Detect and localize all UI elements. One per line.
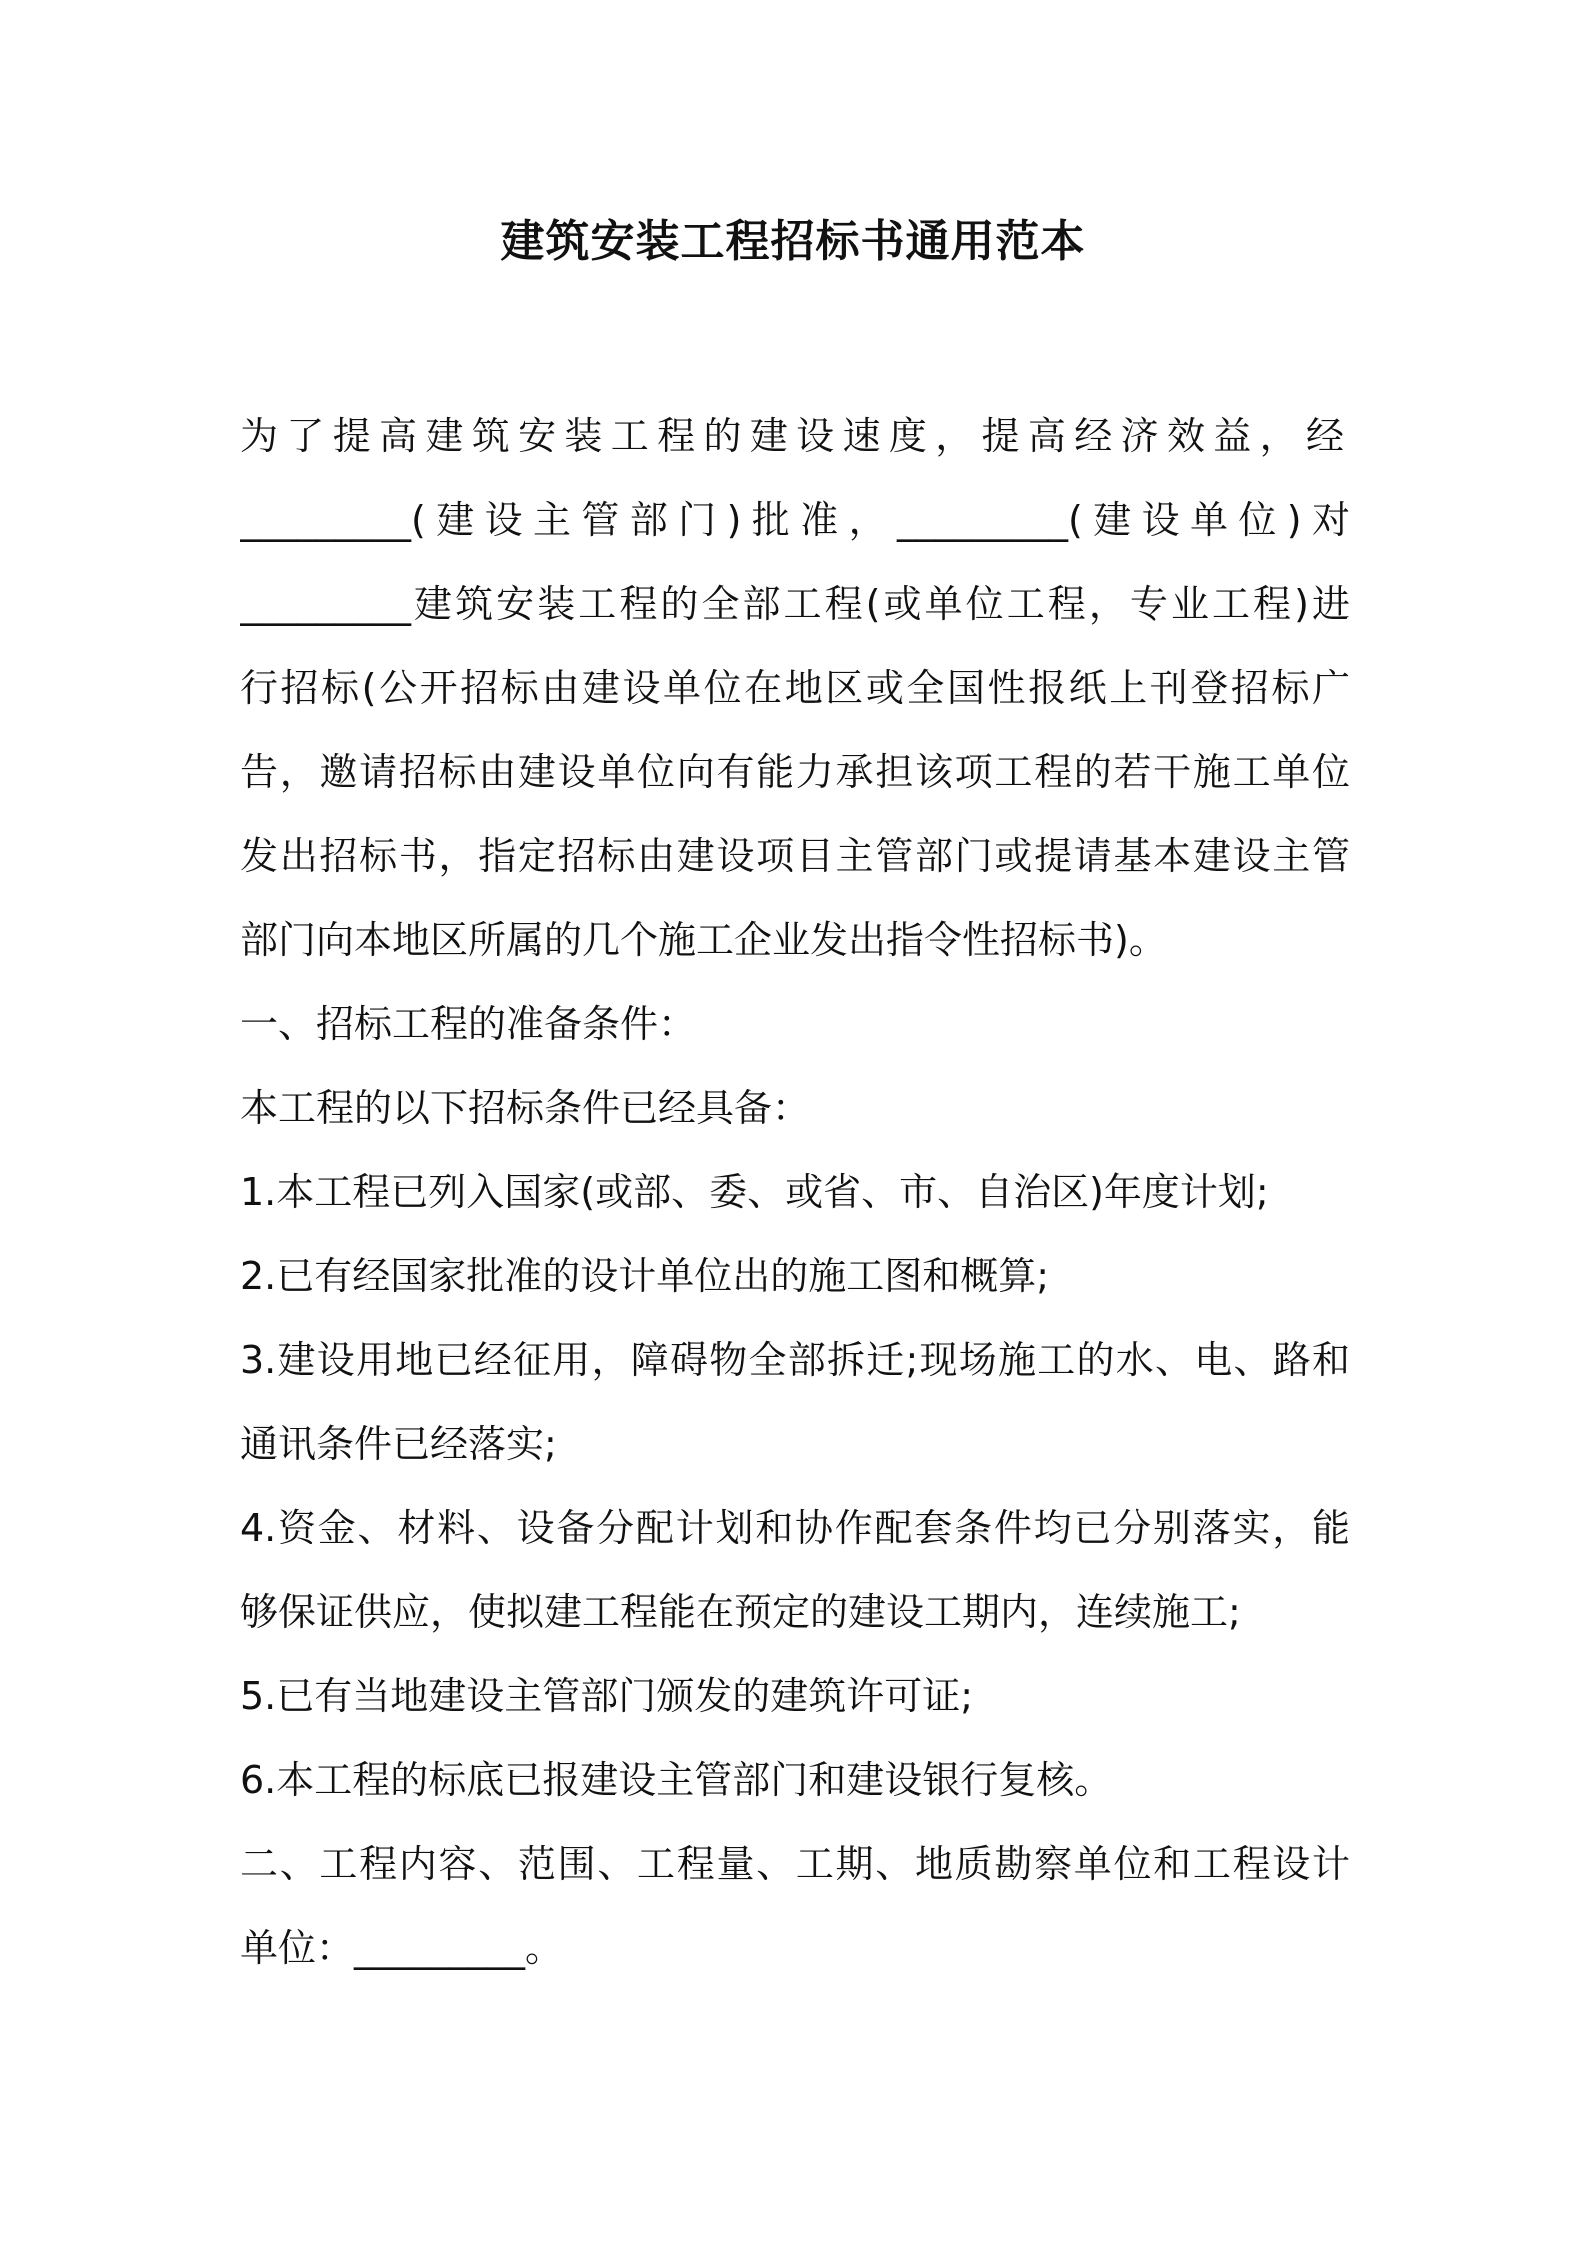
- paragraph-line-5: 告，邀请招标由建设单位向有能力承担该项工程的若干施工单位: [240, 750, 1350, 794]
- list-item-1: 1.本工程已列入国家(或部、委、或省、市、自治区)年度计划;: [240, 1170, 1269, 1214]
- section-heading-1: 一、招标工程的准备条件：: [240, 1002, 697, 1046]
- paragraph-line-4: 行招标(公开招标由建设单位在地区或全国性报纸上刊登招标广: [240, 666, 1350, 710]
- list-item-3-line-1: 3.建设用地已经征用，障碍物全部拆迁;现场施工的水、电、路和: [240, 1338, 1350, 1382]
- paragraph-line-6: 发出招标书，指定招标由建设项目主管部门或提请基本建设主管: [240, 834, 1350, 878]
- list-intro: 本工程的以下招标条件已经具备：: [240, 1086, 811, 1130]
- paragraph-line-2: _________(建设主管部门)批准，_________(建设单位)对: [240, 498, 1350, 542]
- document-title: 建筑安装工程招标书通用范本: [500, 216, 1086, 267]
- list-item-5: 5.已有当地建设主管部门颁发的建筑许可证;: [240, 1674, 974, 1718]
- list-item-2: 2.已有经国家批准的设计单位出的施工图和概算;: [240, 1254, 1050, 1298]
- list-item-3-line-2: 通讯条件已经落实;: [240, 1422, 557, 1466]
- paragraph-line-1: 为了提高建筑安装工程的建设速度，提高经济效益，经: [240, 414, 1350, 458]
- list-item-6: 6.本工程的标底已报建设主管部门和建设银行复核。: [240, 1758, 1113, 1802]
- section-heading-2-line-2: 单位：_________。: [240, 1926, 564, 1970]
- paragraph-line-3: _________建筑安装工程的全部工程(或单位工程，专业工程)进: [240, 582, 1350, 626]
- list-item-4-line-1: 4.资金、材料、设备分配计划和协作配套条件均已分别落实，能: [240, 1506, 1350, 1550]
- paragraph-line-7: 部门向本地区所属的几个施工企业发出指令性招标书)。: [240, 918, 1167, 962]
- section-heading-2-line-1: 二、工程内容、范围、工程量、工期、地质勘察单位和工程设计: [240, 1842, 1350, 1886]
- list-item-4-line-2: 够保证供应，使拟建工程能在预定的建设工期内，连续施工;: [240, 1590, 1241, 1634]
